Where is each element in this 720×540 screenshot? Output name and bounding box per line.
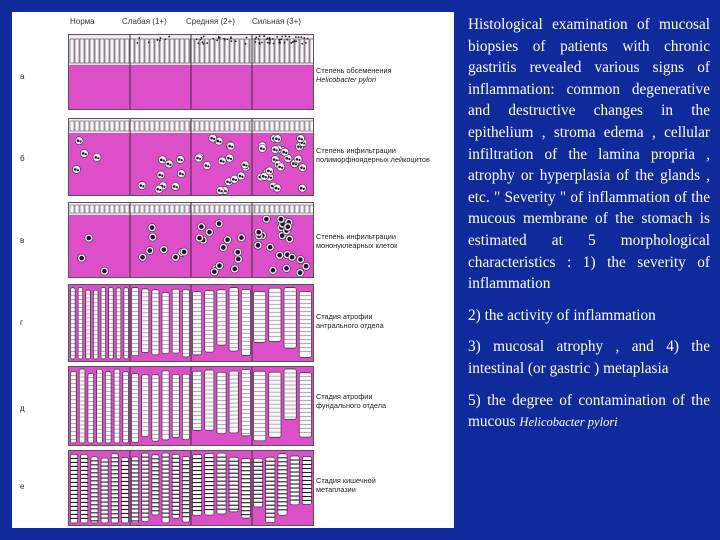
row-label-b-title: Степень инфильтрации [316, 146, 396, 155]
strip-hp-contamination [68, 34, 314, 110]
row-label-b [316, 146, 452, 164]
column-header-severe: Сильная (3+) [252, 17, 301, 26]
row-label-e-subtitle: метаплазии [316, 485, 356, 494]
strip-hp-contamination-drawing [69, 35, 313, 109]
row-label-v [316, 232, 452, 250]
row-label-b-subtitle: полиморфноядерных лейкоцитов [316, 155, 430, 164]
row-label-a [316, 66, 452, 84]
contamination-text: 5) the degree of contamination of the mucous [468, 391, 710, 431]
row-label-a-subtitle: Helicobacter pylori [316, 75, 377, 84]
row-label-g-title: Стадия атрофии [316, 312, 373, 321]
row-letter-g: г [20, 318, 23, 327]
row-label-d [316, 392, 452, 410]
row-letter-v: в [20, 236, 25, 245]
strip-intestinal-metaplasia [68, 450, 314, 526]
column-header-mild: Слабая (1+) [122, 17, 167, 26]
row-label-d-subtitle: фундального отдела [316, 401, 387, 410]
column-header-moderate: Средняя (2+) [186, 17, 235, 26]
text-panel [468, 14, 710, 434]
row-label-d-title: Стадия атрофии [316, 392, 373, 401]
strip-mononuclear-infiltration [68, 202, 314, 278]
row-letter-e: е [20, 482, 25, 491]
row-label-e-title: Стадия кишечной [316, 476, 376, 485]
strip-mononuclear-infiltration-drawing [69, 203, 313, 277]
row-letter-d: д [20, 404, 25, 413]
species-name: Helicobacter pylori [519, 415, 618, 430]
row-label-a-title: Степень обсеменения [316, 66, 392, 75]
strip-antral-atrophy [68, 284, 314, 362]
strip-fundal-atrophy [68, 366, 314, 446]
paragraph-activity: 2) the activity of inflammation [468, 306, 656, 324]
row-letter-a: а [20, 72, 25, 81]
strip-fundal-atrophy-drawing [69, 367, 313, 445]
histology-figure [12, 12, 454, 528]
row-letter-b: б [20, 154, 25, 163]
paragraph-overview: Histological examination of mucosal biopsies of patients with chronic gastritis revealed various signs of inflammation: common degenerative and destructive changes in the epithelium , stroma edema , cellular infiltration of the lamina propria , atrophy or hyperplasia of the glands , etc. " Severity " of inflammation of the mucous membrane of the stomach is estimated at 5 morphological characteristics : 1) the severity of inflammation [468, 16, 710, 293]
paragraph-contamination [468, 390, 710, 434]
row-label-g [316, 312, 452, 330]
row-label-v-title: Степень инфильтрации [316, 232, 396, 241]
row-label-e [316, 476, 452, 494]
strip-antral-atrophy-drawing [69, 285, 313, 361]
strip-pmn-infiltration [68, 118, 314, 196]
strip-pmn-infiltration-drawing [69, 119, 313, 195]
row-label-g-subtitle: антрального отдела [316, 321, 384, 330]
column-header-norm: Норма [70, 17, 95, 26]
paragraph-atrophy-metaplasia: 3) mucosal atrophy , and 4) the intestinal (or gastric ) metaplasia [468, 338, 710, 377]
row-label-v-subtitle: мононуклеарных клеток [316, 241, 398, 250]
strip-intestinal-metaplasia-drawing [69, 451, 313, 525]
